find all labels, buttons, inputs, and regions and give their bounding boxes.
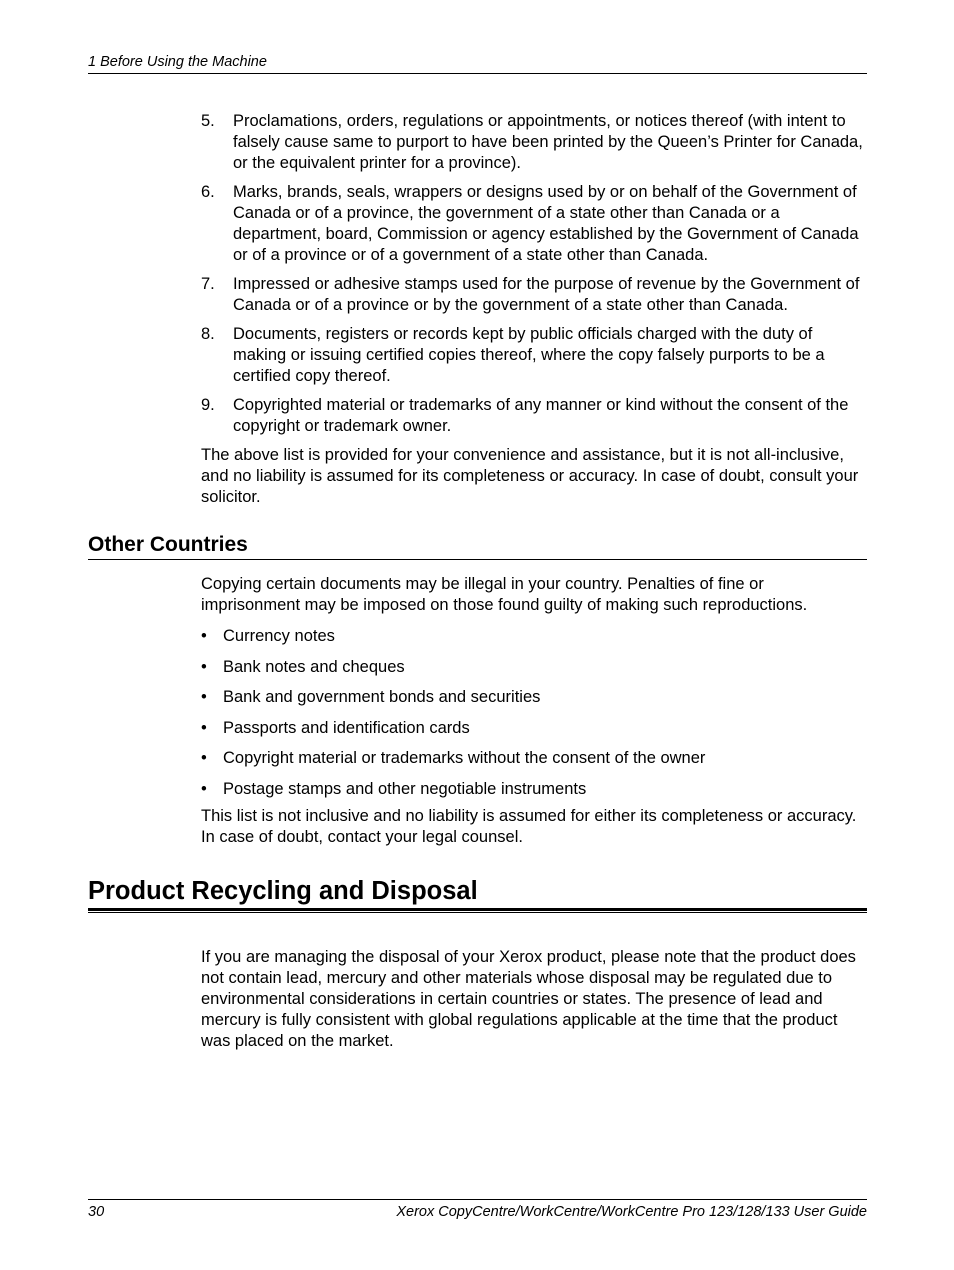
bullet-icon: • xyxy=(201,688,207,706)
guide-title: Xerox CopyCentre/WorkCentre/WorkCentre Pro 123/128/133 User Guide xyxy=(396,1204,867,1220)
running-header-title: 1 Before Using the Machine xyxy=(88,54,267,70)
list-item-text: Marks, brands, seals, wrappers or designs used by or on behalf of the Government of Canada or of a province, the government of a state other than Canada or a department, board, Commission or agency established by the Government of Canada or of a province or of a government of a state other than Canada. xyxy=(233,183,859,264)
recycling-body: If you are managing the disposal of your Xerox product, please note that the product does not contain lead, mercury and other materials whose disposal may be regulated due to environmental considerations in certain countries or states. The presence of lead and mercury is fully consistent with global regulations applicable at the time that the product was placed on the market. xyxy=(201,948,856,1050)
recycling-section xyxy=(201,947,867,1052)
bullet-icon: • xyxy=(201,718,207,737)
running-header xyxy=(88,53,867,74)
running-footer xyxy=(88,1199,867,1221)
list-item-text: Documents, registers or records kept by public officials charged with the duty of making or issuing certified copies thereof, where the copy falsely purports to be a certified copy thereof. xyxy=(233,325,825,385)
other-countries-section xyxy=(201,574,867,848)
bullet-item xyxy=(201,748,867,769)
other-countries-intro: Copying certain documents may be illegal in your country. Penalties of fine or imprisonment may be imposed on those found guilty of making such reproductions. xyxy=(201,575,808,614)
bullet-item xyxy=(201,718,867,739)
bullet-icon: • xyxy=(201,779,207,798)
section-heading-recycling: Product Recycling and Disposal xyxy=(88,877,478,905)
bullet-text: Currency notes xyxy=(223,627,335,645)
list-item-number: 5. xyxy=(201,112,215,130)
list-item xyxy=(201,324,867,387)
list-note: The above list is provided for your convenience and assistance, but it is not all-inclusive, and no liability is assumed for its completeness or accuracy. In case of doubt, consult your solicitor. xyxy=(201,446,859,506)
bullet-item xyxy=(201,687,867,708)
numbered-list xyxy=(201,111,867,437)
other-countries-closing: This list is not inclusive and no liability is assumed for either its completeness or accuracy. In case of doubt, contact your legal counsel. xyxy=(201,807,857,846)
bullet-text: Bank notes and cheques xyxy=(223,657,405,676)
bullet-item xyxy=(201,779,867,800)
list-item-text: Proclamations, orders, regulations or appointments, or notices thereof (with intent to falsely cause same to purport to have been printed by the Queen’s Printer for Canada, or the equivalent printer for a province). xyxy=(233,112,863,172)
list-item-number: 9. xyxy=(201,396,215,414)
list-item-number: 7. xyxy=(201,275,215,293)
list-item-number: 6. xyxy=(201,183,215,201)
numbered-list-section xyxy=(201,111,867,508)
bullet-text: Postage stamps and other negotiable instruments xyxy=(223,779,587,798)
section-heading-other-countries: Other Countries xyxy=(88,532,867,560)
bullet-item xyxy=(201,626,867,647)
list-item xyxy=(201,395,867,437)
list-item xyxy=(201,182,867,266)
bullet-text: Passports and identification cards xyxy=(223,718,470,737)
bullet-icon: • xyxy=(201,657,207,676)
bullet-icon: • xyxy=(201,749,207,767)
bullet-text: Copyright material or trademarks without the consent of the owner xyxy=(223,749,706,767)
list-item-number: 8. xyxy=(201,325,215,343)
bullet-item xyxy=(201,657,867,678)
bullet-icon: • xyxy=(201,627,207,645)
bullet-list xyxy=(201,626,867,800)
list-item xyxy=(201,111,867,174)
heading-rule xyxy=(88,908,867,913)
bullet-text: Bank and government bonds and securities xyxy=(223,688,541,706)
list-item xyxy=(201,274,867,316)
list-item-text: Copyrighted material or trademarks of any manner or kind without the consent of the copyright or trademark owner. xyxy=(233,396,849,435)
page-number: 30 xyxy=(88,1204,105,1220)
list-item-text: Impressed or adhesive stamps used for the purpose of revenue by the Government of Canada or of a province or by the government of a state other than Canada. xyxy=(233,275,860,314)
